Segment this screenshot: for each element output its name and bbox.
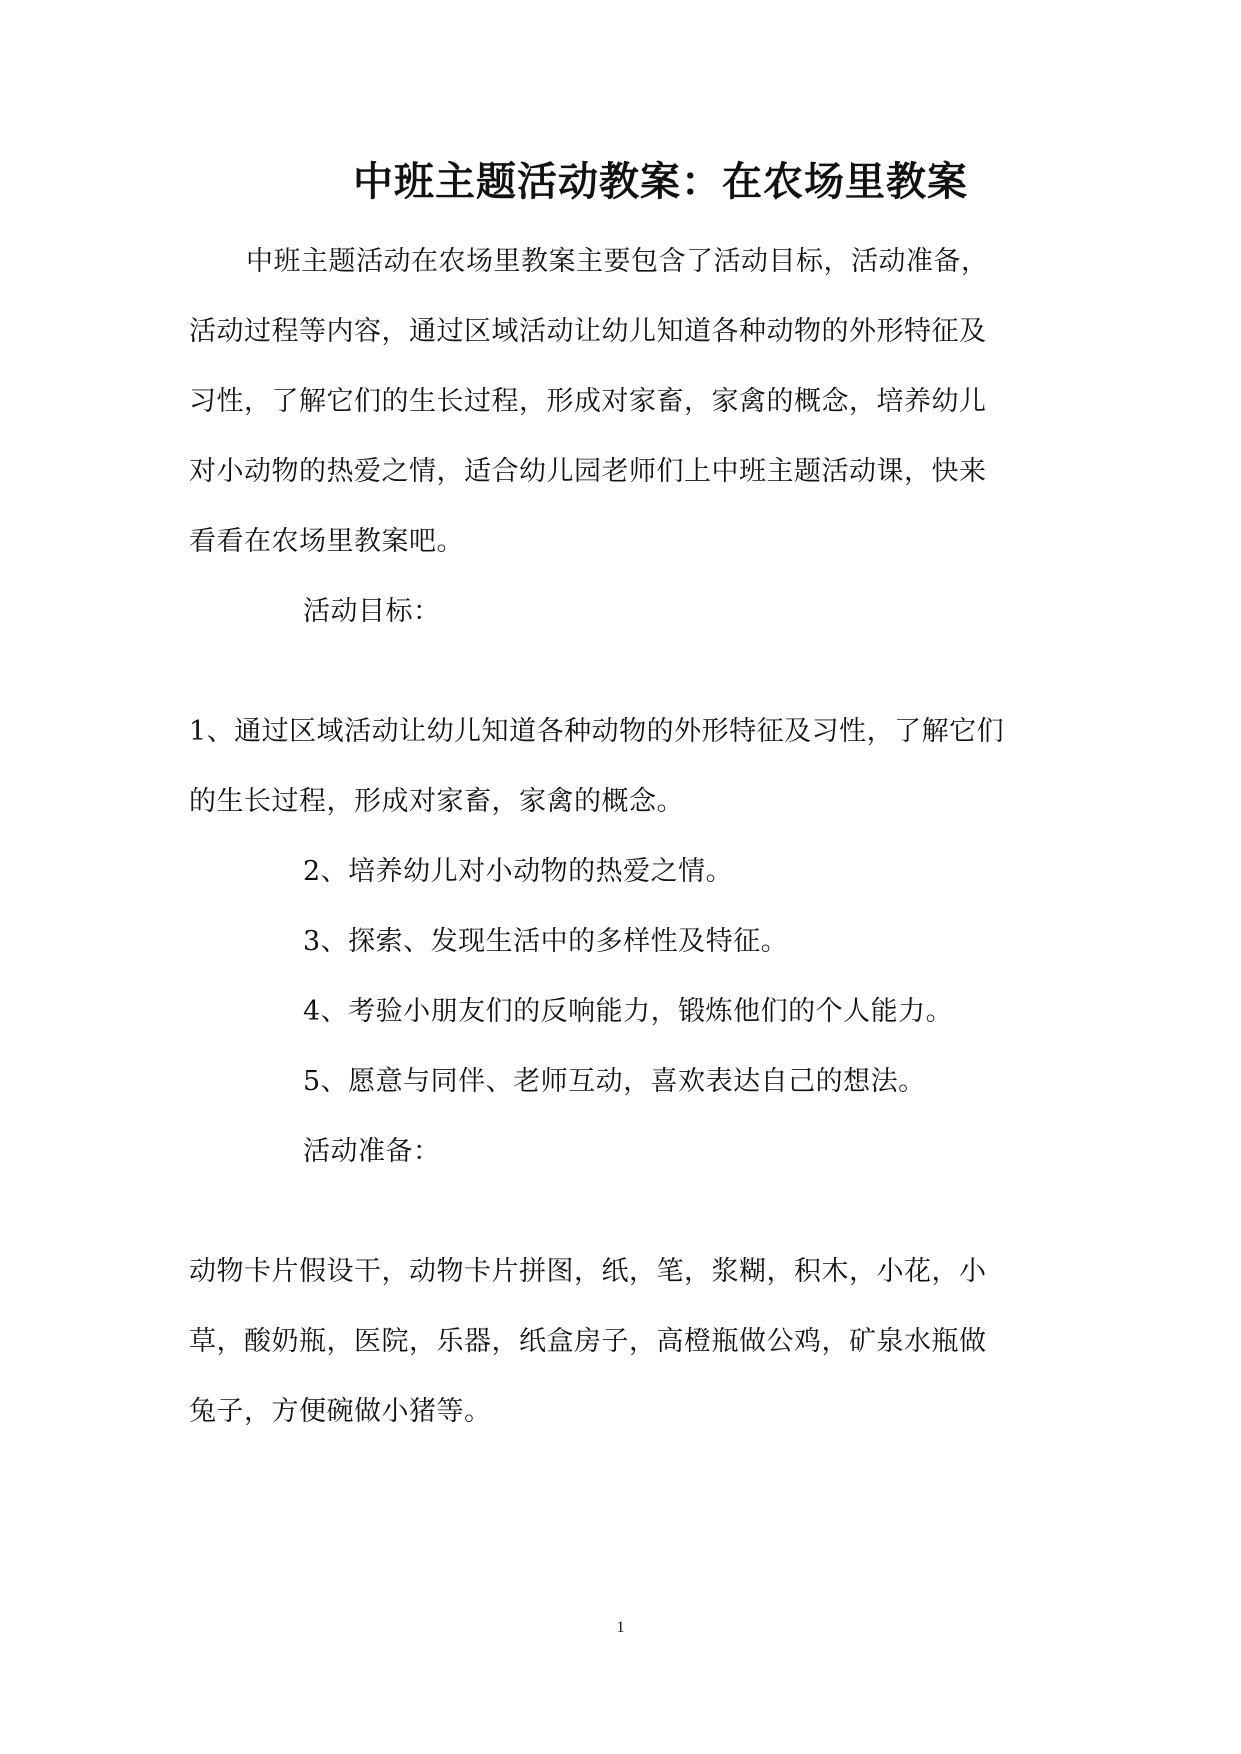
prep-heading: 活动准备：	[303, 1136, 441, 1167]
prep-line-1: 动物卡片假设干，动物卡片拼图，纸，笔，浆糊，积木，小花，小	[189, 1256, 987, 1287]
page-number: 1	[616, 1619, 625, 1636]
intro-line-2: 活动过程等内容，通过区域活动让幼儿知道各种动物的外形特征及	[189, 316, 987, 347]
intro-line-4: 对小动物的热爱之情，适合幼儿园老师们上中班主题活动课，快来	[189, 456, 987, 487]
goal-2: 2、培养幼儿对小动物的热爱之情。	[303, 856, 734, 887]
intro-line-5: 看看在农场里教案吧。	[189, 526, 464, 557]
intro-line-3: 习性，了解它们的生长过程，形成对家畜，家禽的概念，培养幼儿	[189, 386, 987, 417]
goals-heading: 活动目标：	[303, 596, 441, 627]
prep-line-3: 兔子，方便碗做小猪等。	[189, 1396, 492, 1427]
goal-5: 5、愿意与同伴、老师互动，喜欢表达自己的想法。	[303, 1066, 926, 1097]
document-title: 中班主题活动教案：在农场里教案	[353, 158, 968, 205]
prep-line-2: 草，酸奶瓶，医院，乐器，纸盒房子，高橙瓶做公鸡，矿泉水瓶做	[189, 1326, 987, 1357]
goal-3: 3、探索、发现生活中的多样性及特征。	[303, 926, 789, 957]
intro-line-1: 中班主题活动在农场里教案主要包含了活动目标，活动准备，	[246, 246, 989, 277]
goal-4: 4、考验小朋友们的反响能力，锻炼他们的个人能力。	[303, 996, 954, 1027]
goal-1-line-2: 的生长过程，形成对家畜，家禽的概念。	[189, 786, 684, 817]
goal-1-line-1: 1、通过区域活动让幼儿知道各种动物的外形特征及习性，了解它们	[189, 716, 1005, 747]
